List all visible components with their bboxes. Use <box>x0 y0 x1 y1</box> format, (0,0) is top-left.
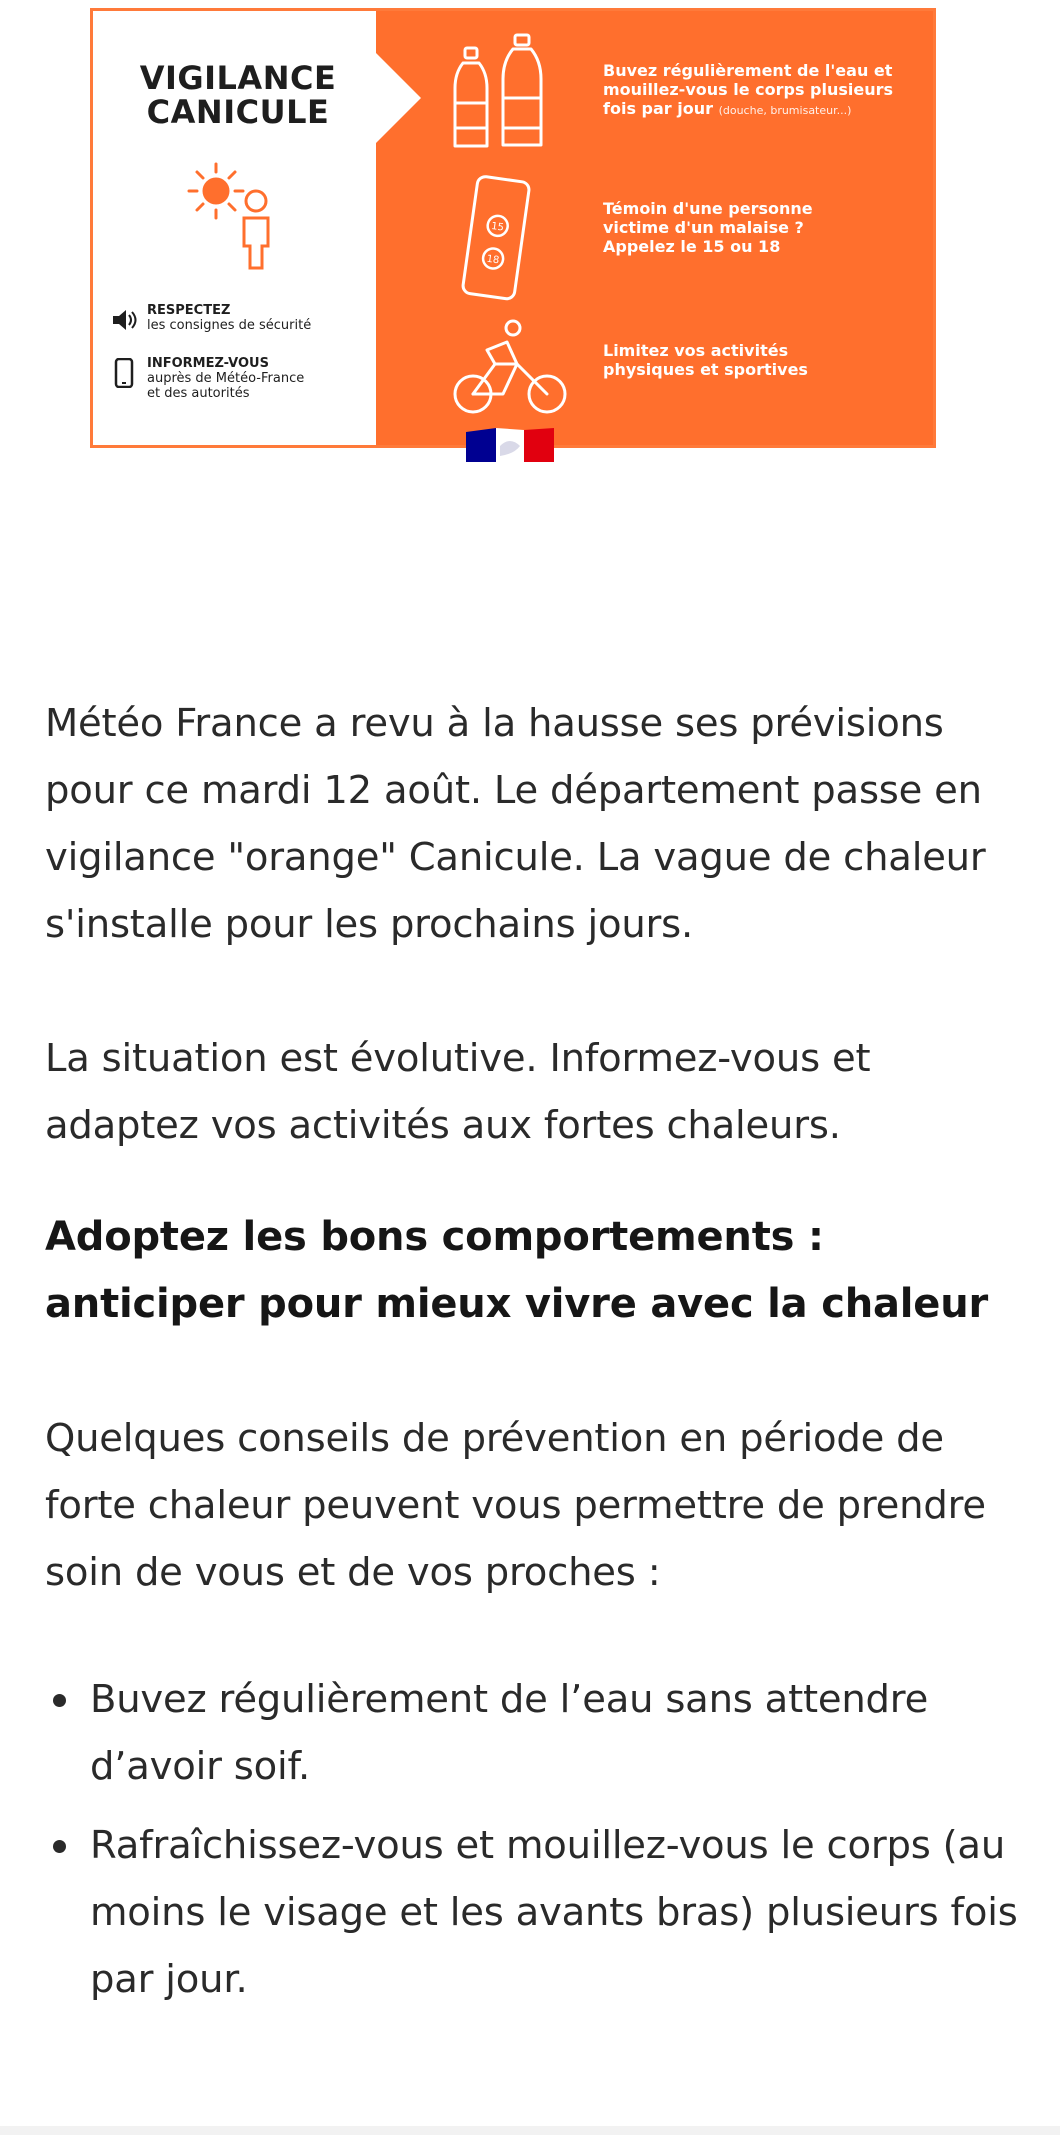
temoin-line-3: Appelez le 15 ou 18 <box>603 237 781 256</box>
advice-list <box>45 1666 1035 2013</box>
bottom-edge <box>0 2126 1060 2135</box>
bullet-dot <box>53 1694 66 1707</box>
bicycle-icon <box>451 316 571 416</box>
mobile-phone-icon <box>111 358 137 388</box>
article-paragraph-2: La situation est évolutive. Informez-vous et adaptez vos activités aux fortes chaleurs. <box>45 1036 871 1148</box>
bullet-dot <box>53 1840 66 1853</box>
infographic-left-panel <box>93 11 376 445</box>
phone-number-18: 18 <box>485 253 500 267</box>
limitez-advice-text <box>603 341 923 379</box>
list-item <box>45 1812 1035 2013</box>
list-item-text: Rafraîchissez-vous et mouillez-vous le corps (au moins le visage et les avants bras) plusieurs fois par jour. <box>90 1823 1018 2002</box>
informez-body-line-2: et des autorités <box>147 386 250 401</box>
infographic-arrow <box>376 53 421 143</box>
list-item <box>45 1666 1035 1800</box>
list-item-text: Buvez régulièrement de l’eau sans attendre d’avoir soif. <box>90 1677 929 1789</box>
phone-emergency-icon <box>458 171 538 306</box>
water-bottles-icon <box>453 33 563 163</box>
infographic-title <box>123 61 353 129</box>
limitez-line-2: physiques et sportives <box>603 360 808 379</box>
limitez-line-1: Limitez vos activités <box>603 341 789 360</box>
sun-person-icon <box>178 156 298 276</box>
article-body <box>45 690 1035 2025</box>
water-text-small: (douche, brumisateur...) <box>718 104 852 117</box>
water-text-line-2: mouillez-vous le corps plusieurs <box>603 80 894 99</box>
informez-title: INFORMEZ-VOUS <box>147 356 269 371</box>
respectez-title: RESPECTEZ <box>147 303 231 318</box>
informez-body-line-1: auprès de Météo-France <box>147 371 305 386</box>
temoin-line-2: victime d'un malaise ? <box>603 218 804 237</box>
article-paragraph-1: Météo France a revu à la hausse ses prévisions pour ce mardi 12 août. Le département passe en vigilance "orange" Canicule. La vague de chaleur s'installe pour les prochains jours. <box>45 701 986 947</box>
water-text-line-3: fois par jour <box>603 99 713 118</box>
temoin-advice-text <box>603 199 923 256</box>
respectez-body: les consignes de sécurité <box>147 318 312 333</box>
french-republic-flag-icon <box>466 428 554 462</box>
phone-number-15: 15 <box>490 220 505 234</box>
article-paragraph-3: Quelques conseils de prévention en période de forte chaleur peuvent vous permettre de prendre soin de vous et de vos proches : <box>45 1416 986 1595</box>
water-text-line-1: Buvez régulièrement de l'eau et <box>603 61 893 80</box>
title-line-2: CANICULE <box>146 93 330 131</box>
speaker-icon <box>111 305 137 335</box>
temoin-line-1: Témoin d'une personne <box>603 199 813 218</box>
water-advice-text <box>603 61 923 120</box>
vigilance-canicule-infographic <box>90 8 936 448</box>
article-heading: Adoptez les bons comportements : anticiper pour mieux vivre avec la chaleur <box>45 1214 989 1327</box>
title-line-1: VIGILANCE <box>139 59 337 97</box>
